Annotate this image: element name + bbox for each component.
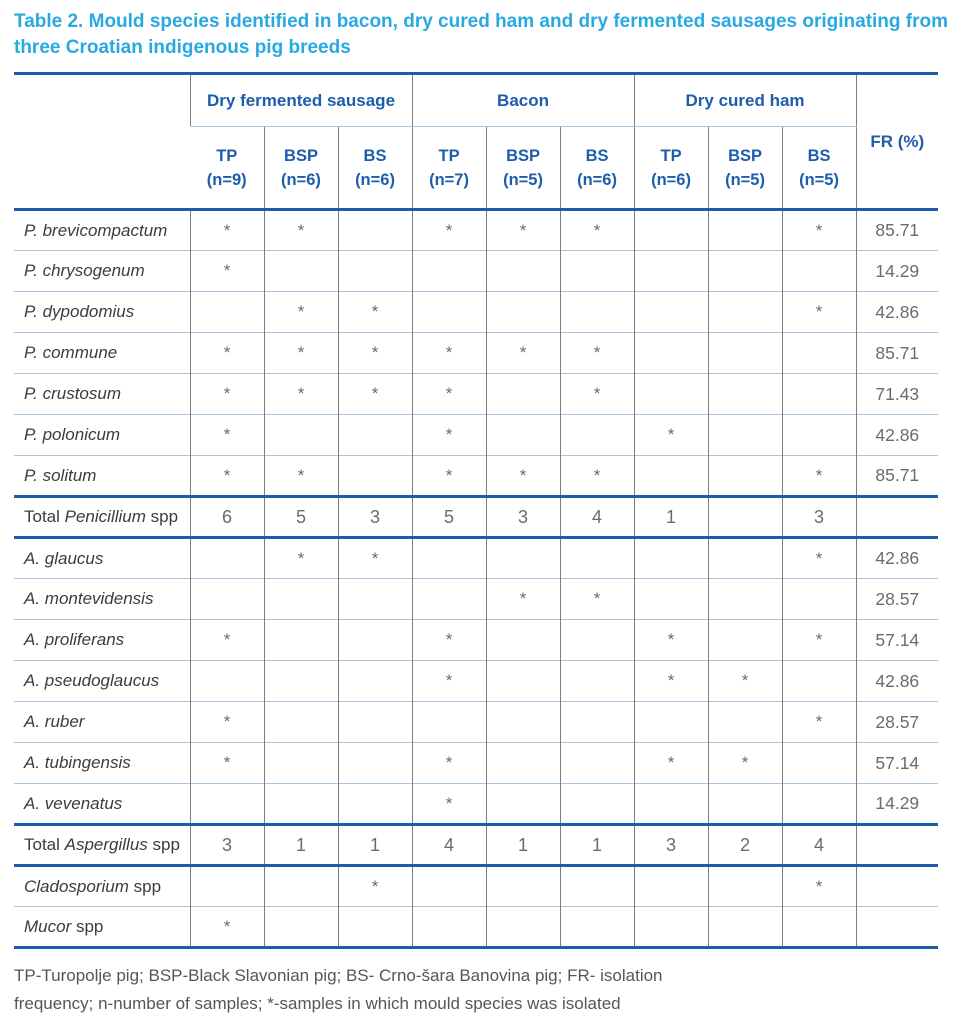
breed-code: TP xyxy=(216,146,238,165)
species-name-italic: A. proliferans xyxy=(24,630,125,649)
fr-value: 14.29 xyxy=(856,784,938,825)
fr-value: 14.29 xyxy=(856,251,938,292)
presence-cell xyxy=(338,702,412,743)
sample-count: (n=6) xyxy=(577,170,617,189)
fr-value: 42.86 xyxy=(856,661,938,702)
presence-cell xyxy=(412,292,486,333)
presence-cell: 5 xyxy=(412,497,486,538)
sample-count: (n=7) xyxy=(429,170,469,189)
mould-species-table xyxy=(14,72,938,949)
presence-cell xyxy=(264,702,338,743)
presence-cell xyxy=(264,415,338,456)
species-name-plain: spp xyxy=(145,507,179,526)
presence-cell xyxy=(560,538,634,579)
presence-cell xyxy=(634,333,708,374)
species-row xyxy=(14,374,938,415)
presence-cell: 1 xyxy=(634,497,708,538)
sample-count: (n=5) xyxy=(503,170,543,189)
total-row xyxy=(14,825,938,866)
presence-cell xyxy=(560,866,634,907)
presence-cell xyxy=(190,661,264,702)
presence-cell: * xyxy=(412,374,486,415)
species-name-italic: P. commune xyxy=(24,343,118,362)
breed-header-bs-group1 xyxy=(338,127,412,210)
presence-cell xyxy=(708,210,782,251)
species-name xyxy=(14,620,190,661)
table-footnote xyxy=(14,962,686,1018)
species-name xyxy=(14,907,190,948)
presence-cell xyxy=(264,579,338,620)
species-name-italic: Cladosporium xyxy=(24,876,129,896)
species-name xyxy=(14,292,190,333)
species-column-header xyxy=(14,74,190,210)
breed-header-bsp-group1 xyxy=(264,127,338,210)
presence-cell xyxy=(560,907,634,948)
presence-cell: * xyxy=(486,579,560,620)
presence-cell: * xyxy=(634,661,708,702)
breed-code: BS xyxy=(807,146,831,165)
species-name-italic: P. brevicompactum xyxy=(24,220,168,240)
presence-cell xyxy=(190,292,264,333)
breed-code: TP xyxy=(438,146,460,165)
presence-cell xyxy=(338,784,412,825)
presence-cell xyxy=(264,866,338,907)
species-row xyxy=(14,907,938,948)
species-name xyxy=(14,784,190,825)
fr-value: 71.43 xyxy=(856,374,938,415)
presence-cell xyxy=(486,620,560,661)
presence-cell xyxy=(708,251,782,292)
presence-cell: 5 xyxy=(264,497,338,538)
presence-cell xyxy=(782,333,856,374)
presence-cell xyxy=(190,784,264,825)
presence-cell xyxy=(412,579,486,620)
presence-cell: 1 xyxy=(338,825,412,866)
presence-cell: 1 xyxy=(560,825,634,866)
presence-cell xyxy=(486,538,560,579)
presence-cell xyxy=(560,702,634,743)
presence-cell: * xyxy=(486,333,560,374)
presence-cell: * xyxy=(560,579,634,620)
species-name-italic: Aspergillus xyxy=(64,835,148,854)
presence-cell xyxy=(486,415,560,456)
presence-cell: 3 xyxy=(190,825,264,866)
presence-cell: * xyxy=(338,374,412,415)
fr-value xyxy=(856,907,938,948)
species-name xyxy=(14,333,190,374)
presence-cell xyxy=(190,538,264,579)
species-name xyxy=(14,497,190,538)
fr-value: 85.71 xyxy=(856,210,938,251)
presence-cell: 4 xyxy=(412,825,486,866)
species-name-italic: P. solitum xyxy=(24,465,97,485)
presence-cell: * xyxy=(190,333,264,374)
presence-cell xyxy=(782,415,856,456)
presence-cell xyxy=(782,251,856,292)
presence-cell xyxy=(634,907,708,948)
presence-cell xyxy=(708,456,782,497)
species-name xyxy=(14,825,190,866)
breed-header-tp-group2 xyxy=(412,127,486,210)
fr-value xyxy=(856,825,938,866)
table-header xyxy=(14,74,938,210)
sample-count: (n=6) xyxy=(651,170,691,189)
presence-cell: 4 xyxy=(560,497,634,538)
presence-cell: * xyxy=(190,251,264,292)
presence-cell xyxy=(634,866,708,907)
footnote-line-1: TP-Turopolje pig; BSP-Black Slavonian pig; BS- Crno-šara Banovina pig; FR- isolation xyxy=(14,966,663,985)
presence-cell xyxy=(486,702,560,743)
species-row xyxy=(14,456,938,497)
presence-cell xyxy=(634,251,708,292)
presence-cell xyxy=(560,251,634,292)
presence-cell xyxy=(190,579,264,620)
presence-cell: 4 xyxy=(782,825,856,866)
presence-cell xyxy=(412,251,486,292)
presence-cell xyxy=(338,907,412,948)
presence-cell: * xyxy=(560,333,634,374)
species-name xyxy=(14,866,190,907)
presence-cell: * xyxy=(560,456,634,497)
presence-cell xyxy=(338,415,412,456)
species-name xyxy=(14,702,190,743)
fr-value: 57.14 xyxy=(856,743,938,784)
species-row xyxy=(14,251,938,292)
species-name-italic: Mucor xyxy=(24,916,72,936)
presence-cell: * xyxy=(634,415,708,456)
breed-header-bsp-group2 xyxy=(486,127,560,210)
presence-cell xyxy=(338,620,412,661)
presence-cell xyxy=(486,374,560,415)
presence-cell: * xyxy=(264,456,338,497)
species-name xyxy=(14,579,190,620)
presence-cell xyxy=(338,251,412,292)
presence-cell xyxy=(338,210,412,251)
presence-cell: * xyxy=(634,743,708,784)
species-row xyxy=(14,538,938,579)
presence-cell xyxy=(634,292,708,333)
presence-cell xyxy=(486,743,560,784)
presence-cell xyxy=(412,538,486,579)
presence-cell xyxy=(486,784,560,825)
presence-cell: * xyxy=(412,415,486,456)
presence-cell xyxy=(486,661,560,702)
presence-cell: * xyxy=(412,661,486,702)
presence-cell xyxy=(634,579,708,620)
presence-cell: * xyxy=(782,292,856,333)
species-name xyxy=(14,415,190,456)
presence-cell xyxy=(338,661,412,702)
fr-value: 42.86 xyxy=(856,415,938,456)
breed-code: TP xyxy=(660,146,682,165)
fr-value xyxy=(856,866,938,907)
presence-cell: 3 xyxy=(634,825,708,866)
presence-cell xyxy=(264,743,338,784)
presence-cell: * xyxy=(190,374,264,415)
presence-cell: * xyxy=(190,702,264,743)
breed-header-bs-group2 xyxy=(560,127,634,210)
presence-cell xyxy=(782,907,856,948)
presence-cell: * xyxy=(782,456,856,497)
presence-cell xyxy=(338,456,412,497)
presence-cell: * xyxy=(708,743,782,784)
presence-cell xyxy=(708,579,782,620)
presence-cell: * xyxy=(412,456,486,497)
species-name xyxy=(14,661,190,702)
presence-cell xyxy=(708,497,782,538)
sample-count: (n=6) xyxy=(281,170,321,189)
species-name-italic: A. montevidensis xyxy=(24,589,154,608)
presence-cell: * xyxy=(264,374,338,415)
presence-cell xyxy=(412,866,486,907)
presence-cell xyxy=(264,907,338,948)
presence-cell xyxy=(782,784,856,825)
presence-cell: * xyxy=(782,210,856,251)
presence-cell xyxy=(560,415,634,456)
presence-cell: * xyxy=(264,292,338,333)
presence-cell xyxy=(338,579,412,620)
species-name-italic: A. tubingensis xyxy=(24,753,131,772)
species-name xyxy=(14,456,190,497)
presence-cell: * xyxy=(412,620,486,661)
presence-cell: * xyxy=(190,743,264,784)
fr-value: 42.86 xyxy=(856,292,938,333)
presence-cell: * xyxy=(338,292,412,333)
species-name-italic: P. polonicum xyxy=(24,425,121,444)
sample-count: (n=9) xyxy=(206,170,247,189)
presence-cell xyxy=(782,579,856,620)
table-body xyxy=(14,210,938,948)
presence-cell xyxy=(264,251,338,292)
presence-cell xyxy=(782,661,856,702)
presence-cell xyxy=(708,620,782,661)
presence-cell: * xyxy=(782,866,856,907)
presence-cell xyxy=(708,702,782,743)
presence-cell: * xyxy=(708,661,782,702)
fr-value: 85.71 xyxy=(856,333,938,374)
species-row xyxy=(14,210,938,251)
species-row xyxy=(14,702,938,743)
presence-cell: * xyxy=(560,374,634,415)
species-row xyxy=(14,866,938,907)
presence-cell: * xyxy=(338,538,412,579)
presence-cell xyxy=(560,784,634,825)
species-name-italic: A. glaucus xyxy=(24,548,104,568)
presence-cell: * xyxy=(782,620,856,661)
presence-cell xyxy=(264,661,338,702)
presence-cell xyxy=(560,661,634,702)
presence-cell: * xyxy=(190,620,264,661)
group-header-bacon: Bacon xyxy=(412,74,634,127)
presence-cell: * xyxy=(190,210,264,251)
species-row xyxy=(14,661,938,702)
presence-cell xyxy=(412,702,486,743)
presence-cell xyxy=(560,620,634,661)
fr-value xyxy=(856,497,938,538)
breed-header-bsp-group3 xyxy=(708,127,782,210)
presence-cell xyxy=(708,292,782,333)
presence-cell: 6 xyxy=(190,497,264,538)
presence-cell xyxy=(560,292,634,333)
breed-header-bs-group3 xyxy=(782,127,856,210)
presence-cell xyxy=(708,333,782,374)
presence-cell xyxy=(782,374,856,415)
presence-cell xyxy=(708,784,782,825)
presence-cell xyxy=(190,866,264,907)
species-name xyxy=(14,743,190,784)
breed-code: BSP xyxy=(284,146,318,165)
presence-cell xyxy=(634,374,708,415)
sample-count: (n=5) xyxy=(725,170,765,189)
presence-cell: * xyxy=(782,538,856,579)
presence-cell xyxy=(486,292,560,333)
presence-cell xyxy=(634,456,708,497)
presence-cell xyxy=(708,374,782,415)
presence-cell xyxy=(412,907,486,948)
presence-cell xyxy=(634,784,708,825)
presence-cell xyxy=(708,415,782,456)
species-name-plain: spp xyxy=(71,916,104,936)
presence-cell: * xyxy=(782,702,856,743)
species-name-plain: Total xyxy=(24,507,65,526)
presence-cell xyxy=(634,210,708,251)
presence-cell: 3 xyxy=(338,497,412,538)
presence-cell xyxy=(264,620,338,661)
presence-cell: * xyxy=(486,456,560,497)
presence-cell: * xyxy=(264,538,338,579)
breed-header-tp-group3 xyxy=(634,127,708,210)
presence-cell xyxy=(708,907,782,948)
sample-count: (n=6) xyxy=(355,170,395,189)
species-name-italic: Penicillium xyxy=(64,507,146,526)
presence-cell: * xyxy=(560,210,634,251)
species-name-plain: spp xyxy=(147,835,180,854)
presence-cell: * xyxy=(486,210,560,251)
presence-cell: * xyxy=(190,456,264,497)
species-row xyxy=(14,620,938,661)
fr-value: 42.86 xyxy=(856,538,938,579)
species-row xyxy=(14,579,938,620)
presence-cell xyxy=(708,866,782,907)
presence-cell: * xyxy=(634,620,708,661)
presence-cell: 1 xyxy=(264,825,338,866)
species-row xyxy=(14,292,938,333)
species-row xyxy=(14,415,938,456)
group-header-dry-cured-ham: Dry cured ham xyxy=(634,74,856,127)
species-name xyxy=(14,210,190,251)
species-name xyxy=(14,374,190,415)
total-row xyxy=(14,497,938,538)
species-row xyxy=(14,333,938,374)
presence-cell: * xyxy=(190,907,264,948)
presence-cell: * xyxy=(412,210,486,251)
fr-value: 85.71 xyxy=(856,456,938,497)
presence-cell xyxy=(486,907,560,948)
presence-cell xyxy=(634,702,708,743)
species-name-italic: A. pseudoglaucus xyxy=(24,671,160,690)
presence-cell: * xyxy=(412,743,486,784)
group-header-dry-fermented-sausage: Dry fermented sausage xyxy=(190,74,412,127)
presence-cell: * xyxy=(412,333,486,374)
species-name-italic: A. ruber xyxy=(24,712,85,731)
presence-cell: * xyxy=(412,784,486,825)
fr-value: 28.57 xyxy=(856,579,938,620)
species-name-plain: Total xyxy=(24,835,65,854)
species-name-italic: P. chrysogenum xyxy=(24,261,145,280)
species-name-italic: A. vevenatus xyxy=(24,793,123,813)
presence-cell xyxy=(486,251,560,292)
presence-cell: * xyxy=(190,415,264,456)
group-header-row xyxy=(14,74,938,127)
breed-header-tp-group1 xyxy=(190,127,264,210)
species-row xyxy=(14,784,938,825)
presence-cell: 3 xyxy=(782,497,856,538)
presence-cell: * xyxy=(338,866,412,907)
fr-column-header: FR (%) xyxy=(856,74,938,210)
species-name-italic: P. dypodomius xyxy=(24,302,135,321)
presence-cell: * xyxy=(264,210,338,251)
sample-count: (n=5) xyxy=(799,170,839,189)
breed-code: BS xyxy=(363,146,387,165)
presence-cell xyxy=(486,866,560,907)
breed-code: BSP xyxy=(506,146,540,165)
breed-code: BSP xyxy=(728,146,762,165)
footnote-line-2: frequency; n-number of samples; *-samples in which mould species was isolated xyxy=(14,994,621,1013)
presence-cell: 1 xyxy=(486,825,560,866)
presence-cell xyxy=(338,743,412,784)
presence-cell: 2 xyxy=(708,825,782,866)
species-row xyxy=(14,743,938,784)
presence-cell: 3 xyxy=(486,497,560,538)
presence-cell xyxy=(708,538,782,579)
presence-cell xyxy=(782,743,856,784)
species-name xyxy=(14,538,190,579)
presence-cell: * xyxy=(338,333,412,374)
presence-cell: * xyxy=(264,333,338,374)
breed-code: BS xyxy=(585,146,609,165)
presence-cell xyxy=(560,743,634,784)
fr-value: 57.14 xyxy=(856,620,938,661)
fr-value: 28.57 xyxy=(856,702,938,743)
presence-cell xyxy=(634,538,708,579)
presence-cell xyxy=(264,784,338,825)
species-name xyxy=(14,251,190,292)
table-caption: Table 2. Mould species identified in bacon, dry cured ham and dry fermented sausages originating from three Croatian indigenous pig breeds xyxy=(14,11,949,58)
species-name-plain: spp xyxy=(128,876,162,896)
species-name-italic: P. crustosum xyxy=(24,384,122,403)
